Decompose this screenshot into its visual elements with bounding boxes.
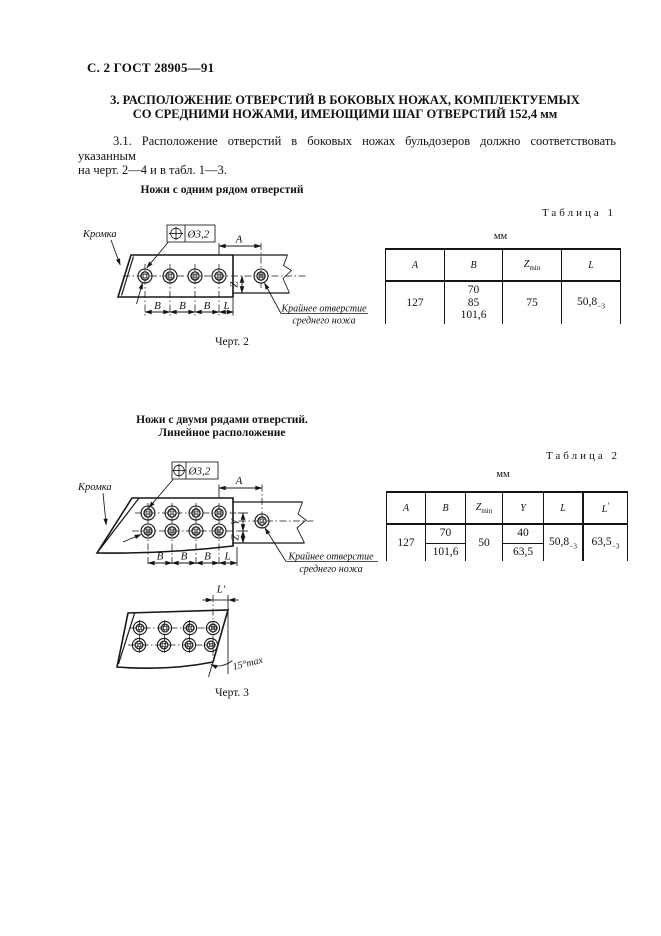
note-line1: Крайнее отверстие [281,303,367,315]
table2 [386,491,628,561]
callout-leader-line [149,480,173,508]
dimension-y [230,513,244,531]
figure-chert-3-upper [75,458,385,582]
angle-arc [211,661,233,667]
middle-knife-strip [233,502,306,543]
hole-pointer-line [137,283,143,304]
angle-label: 15°max [231,654,264,673]
figure-chert-3-lower [108,583,283,683]
side-knife-outline [97,498,233,553]
dim-l-label: L [224,550,231,563]
table1 [385,248,621,324]
extreme-hole-note [265,283,369,327]
angle-annotation [211,655,265,673]
note-line2: среднего ножа [299,564,363,575]
dim-y-label: Y [229,518,242,526]
page-header: С. 2 ГОСТ 28905—91 [87,60,215,75]
dim-b-label: B [203,300,211,312]
table2-cell-y: 40 63,5 [503,524,544,561]
dim-b-label: B [179,300,186,312]
dimension-z [230,531,244,543]
paragraph-line1: 3.1. Расположение отверстий в боковых ножах бульдозеров должно соответствовать указанным [78,134,616,163]
table2-header-l: L [544,492,584,524]
dim-z-label: Z [228,281,241,288]
table1-caption: Таблица 1 [541,207,616,219]
extreme-hole-note [265,528,378,575]
hole-pointer-line [123,535,141,543]
section-title [30,93,660,121]
dimensions-b-l [148,551,237,564]
table1-cell-b: 70 85 101,6 [445,281,503,324]
figure2-caption: Черт. 2 [215,336,249,348]
table1-header-a: A [386,249,445,281]
section-title-line1: 3. РАСПОЛОЖЕНИЕ ОТВЕРСТИЙ В БОКОВЫХ НОЖАХ, КОМПЛЕКТУЕМЫХ [110,93,580,107]
edge-label: Кромка [78,482,112,493]
table2-header-lprime: L′ [583,492,628,524]
table2-cell-b: 70 101,6 [426,524,466,561]
edge-leader-line [111,240,120,265]
dimension-l-prime [203,584,239,601]
note-leader-line [265,283,282,314]
table1-cell-zmin: 75 [503,281,562,324]
table1-units: мм [493,231,508,242]
table1-header-l: L [562,249,621,281]
table1-header-zmin: $Z_{min}$ [503,249,562,281]
table1-header-b: B [445,249,503,281]
hole-diameter-callout [137,225,216,304]
table1-cell-a: 127 [386,281,445,324]
paragraph-3-1 [78,134,616,178]
edge-callout [82,229,120,265]
section-title-line2: СО СРЕДНИМИ НОЖАМИ, ИМЕЮЩИМИ ШАГ ОТВЕРСТИЙ 152,4 мм [132,107,558,121]
dimension-z [229,276,243,293]
hole-diameter-label: Ø3,2 [188,465,211,478]
dim-b-label: B [204,550,211,563]
dim-a-label: A [235,233,243,246]
hole-diameter-callout [123,462,218,542]
table2-header-y: Y [503,492,544,524]
table2-units: мм [496,469,510,480]
dim-lprime-label: L′ [216,583,226,596]
table1-row [386,281,621,324]
table1-cell-l: $50,8_{-3}$ [562,281,621,324]
edge-leader-line [103,493,106,525]
dim-a-label: A [235,475,243,487]
table2-cell-zmin: 50 [466,524,503,561]
table2-row [387,524,628,561]
figure3-title-line2: Линейное расположение [158,427,286,439]
dim-b-label: B [154,300,161,312]
dim-b-label: B [180,550,188,563]
figure3-title [76,414,368,440]
note-leader-line [265,528,286,562]
break-line [283,255,292,293]
paragraph-line2: на черт. 2—4 и в табл. 1—3. [78,163,227,177]
dimension-a [219,234,261,247]
table2-header-zmin: $Z_{min}$ [466,492,503,524]
edge-callout [77,482,112,525]
figure2-title: Ножи с одним рядом отверстий [140,184,304,196]
hole-diameter-label: Ø3,2 [187,228,210,241]
dim-z-label: Z [229,534,242,541]
edge-label: Кромка [83,229,117,240]
dimension-a [219,475,262,488]
holes-rows [141,506,269,538]
figure3-caption: Черт. 3 [215,687,249,699]
table2-cell-l: $50,8_{-3}$ [544,524,584,561]
holes-rows [132,621,219,651]
table2-header-a: A [387,492,426,524]
dim-b-label: B [156,550,164,563]
note-line1: Крайнее отверстие [288,551,374,563]
break-line [297,502,306,543]
table2-caption: Таблица 2 [545,450,620,462]
dim-l-label: L [223,300,230,312]
side-knife-outline [118,255,233,297]
note-line2: среднего ножа [292,315,356,327]
dimensions-b-l [145,300,234,312]
figure3-title-line1: Ножи с двумя рядами отверстий. [136,414,308,426]
table2-cell-lprime: $63,5_{-3}$ [583,524,628,561]
table2-cell-a: 127 [387,524,426,561]
table2-header-b: B [426,492,466,524]
figure-chert-2 [75,222,380,334]
